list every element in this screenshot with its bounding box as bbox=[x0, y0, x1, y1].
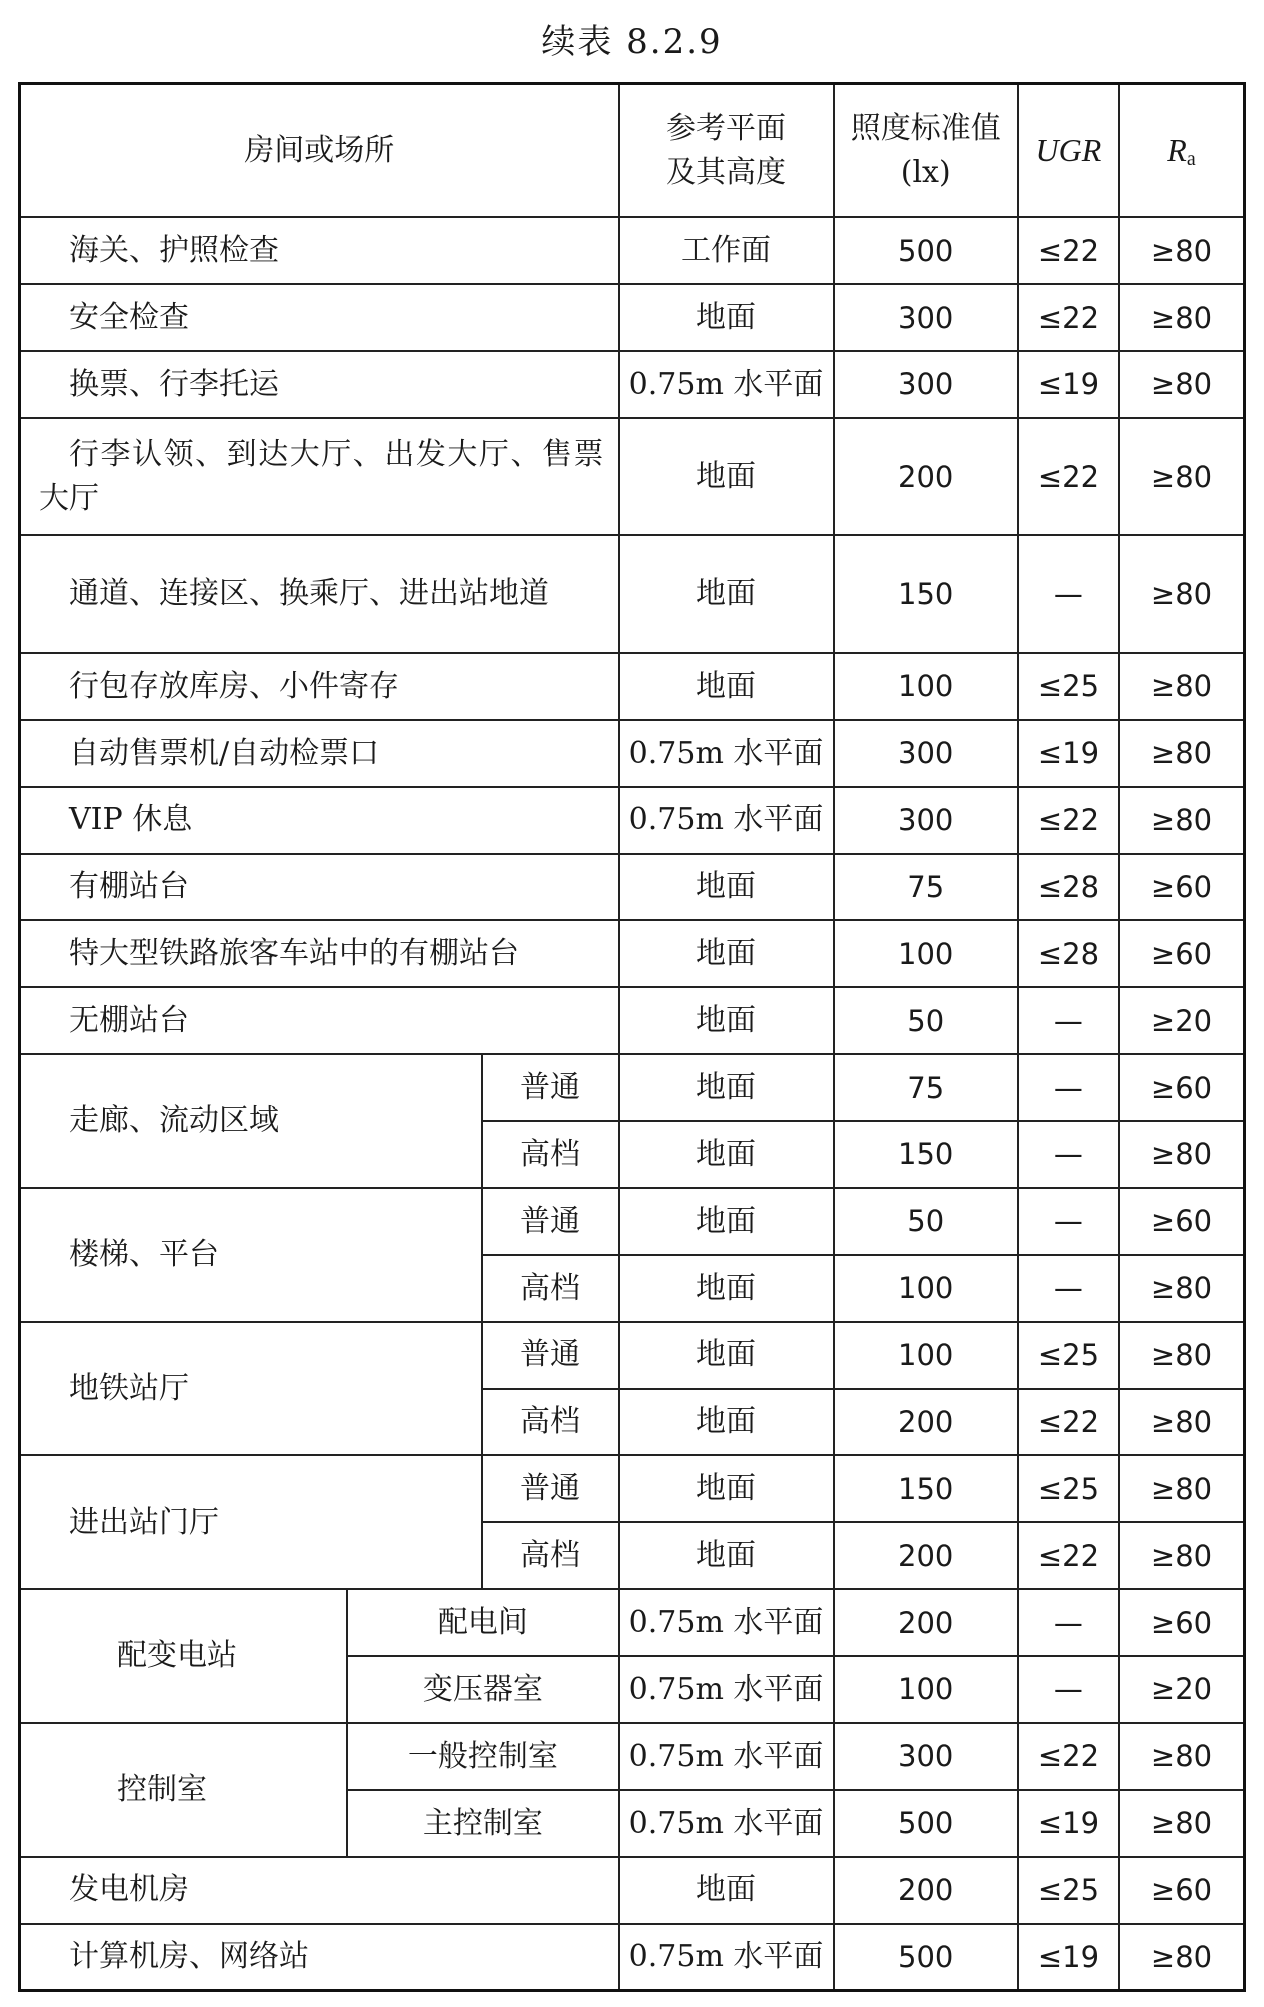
room-name-cell: 安全检查 bbox=[20, 284, 619, 351]
header-ugr: UGR bbox=[1018, 84, 1119, 218]
sub-name-cell: 主控制室 bbox=[347, 1790, 618, 1857]
room-name-cell: 发电机房 bbox=[20, 1857, 619, 1924]
ra-cell: ≥80 bbox=[1119, 1522, 1245, 1589]
ra-cell: ≥60 bbox=[1119, 1054, 1245, 1121]
ugr-cell: ≤22 bbox=[1018, 787, 1119, 854]
ugr-cell: — bbox=[1018, 1121, 1119, 1188]
sub-name-cell: 配电间 bbox=[347, 1589, 618, 1656]
sub-name-cell: 普通 bbox=[482, 1455, 619, 1522]
reference-plane-cell: 0.75m 水平面 bbox=[619, 1723, 834, 1790]
illuminance-cell: 50 bbox=[834, 1188, 1018, 1255]
reference-plane-cell: 0.75m 水平面 bbox=[619, 720, 834, 787]
reference-plane-cell: 地面 bbox=[619, 284, 834, 351]
ugr-cell: — bbox=[1018, 1589, 1119, 1656]
ra-cell: ≥80 bbox=[1119, 1255, 1245, 1322]
illuminance-cell: 200 bbox=[834, 1522, 1018, 1589]
table-row bbox=[20, 987, 1245, 1054]
ugr-cell: ≤22 bbox=[1018, 1723, 1119, 1790]
table-row bbox=[20, 1589, 1245, 1656]
header-room: 房间或场所 bbox=[20, 84, 619, 218]
table-row bbox=[20, 351, 1245, 418]
sub-name-cell: 高档 bbox=[482, 1121, 619, 1188]
ra-cell: ≥80 bbox=[1119, 787, 1245, 854]
table-row bbox=[20, 1723, 1245, 1790]
ugr-cell: ≤22 bbox=[1018, 1522, 1119, 1589]
room-name-cell: 无棚站台 bbox=[20, 987, 619, 1054]
illuminance-cell: 50 bbox=[834, 987, 1018, 1054]
ugr-cell: — bbox=[1018, 1188, 1119, 1255]
table-row bbox=[20, 284, 1245, 351]
ugr-cell: ≤22 bbox=[1018, 217, 1119, 284]
header-lux-line2: (lx) bbox=[900, 154, 951, 190]
illuminance-cell: 75 bbox=[834, 854, 1018, 921]
header-plane bbox=[619, 84, 834, 218]
ugr-cell: — bbox=[1018, 1656, 1119, 1723]
illuminance-cell: 100 bbox=[834, 1255, 1018, 1322]
illuminance-cell: 500 bbox=[834, 217, 1018, 284]
reference-plane-cell: 地面 bbox=[619, 854, 834, 921]
illuminance-cell: 500 bbox=[834, 1924, 1018, 1991]
header-ra-sub: a bbox=[1186, 148, 1196, 171]
room-name-cell: 通道、连接区、换乘厅、进出站地道 bbox=[20, 535, 619, 653]
ra-cell: ≥60 bbox=[1119, 1188, 1245, 1255]
illuminance-cell: 100 bbox=[834, 920, 1018, 987]
room-name-cell: VIP 休息 bbox=[20, 787, 619, 854]
ugr-cell: ≤22 bbox=[1018, 1389, 1119, 1456]
table-row bbox=[20, 854, 1245, 921]
header-ra-main: R bbox=[1167, 132, 1187, 169]
reference-plane-cell: 0.75m 水平面 bbox=[619, 1656, 834, 1723]
ugr-cell: ≤19 bbox=[1018, 1790, 1119, 1857]
illuminance-cell: 200 bbox=[834, 1389, 1018, 1456]
ugr-cell: ≤28 bbox=[1018, 920, 1119, 987]
table-row bbox=[20, 653, 1245, 720]
reference-plane-cell: 工作面 bbox=[619, 217, 834, 284]
table-row bbox=[20, 787, 1245, 854]
illuminance-cell: 300 bbox=[834, 787, 1018, 854]
group-name-cell: 地铁站厅 bbox=[20, 1322, 482, 1456]
sub-name-cell: 变压器室 bbox=[347, 1656, 618, 1723]
reference-plane-cell: 地面 bbox=[619, 1522, 834, 1589]
ra-cell: ≥80 bbox=[1119, 720, 1245, 787]
reference-plane-cell: 0.75m 水平面 bbox=[619, 351, 834, 418]
illuminance-cell: 500 bbox=[834, 1790, 1018, 1857]
room-name-cell: 自动售票机/自动检票口 bbox=[20, 720, 619, 787]
table-row bbox=[20, 1924, 1245, 1991]
room-name-cell: 行包存放库房、小件寄存 bbox=[20, 653, 619, 720]
ugr-cell: — bbox=[1018, 535, 1119, 653]
table-row bbox=[20, 418, 1245, 536]
ra-cell: ≥60 bbox=[1119, 1589, 1245, 1656]
sub-name-cell: 高档 bbox=[482, 1255, 619, 1322]
reference-plane-cell: 0.75m 水平面 bbox=[619, 1924, 834, 1991]
ugr-cell: — bbox=[1018, 987, 1119, 1054]
reference-plane-cell: 地面 bbox=[619, 920, 834, 987]
illuminance-cell: 300 bbox=[834, 351, 1018, 418]
table-row bbox=[20, 1322, 1245, 1389]
ugr-cell: ≤19 bbox=[1018, 351, 1119, 418]
ugr-cell: ≤19 bbox=[1018, 1924, 1119, 1991]
reference-plane-cell: 地面 bbox=[619, 653, 834, 720]
ugr-cell: — bbox=[1018, 1255, 1119, 1322]
reference-plane-cell: 地面 bbox=[619, 535, 834, 653]
ugr-cell: — bbox=[1018, 1054, 1119, 1121]
reference-plane-cell: 地面 bbox=[619, 418, 834, 536]
ugr-cell: ≤22 bbox=[1018, 418, 1119, 536]
sub-name-cell: 一般控制室 bbox=[347, 1723, 618, 1790]
illuminance-cell: 100 bbox=[834, 1656, 1018, 1723]
table-row bbox=[20, 1857, 1245, 1924]
header-plane-line1: 参考平面 bbox=[666, 111, 787, 147]
reference-plane-cell: 0.75m 水平面 bbox=[619, 1589, 834, 1656]
ra-cell: ≥80 bbox=[1119, 1790, 1245, 1857]
ra-cell: ≥80 bbox=[1119, 1322, 1245, 1389]
table-row bbox=[20, 720, 1245, 787]
sub-name-cell: 高档 bbox=[482, 1522, 619, 1589]
ra-cell: ≥60 bbox=[1119, 854, 1245, 921]
group-name-cell: 进出站门厅 bbox=[20, 1455, 482, 1589]
group-name-cell: 配变电站 bbox=[20, 1589, 348, 1723]
room-name-cell: 海关、护照检查 bbox=[20, 217, 619, 284]
ra-cell: ≥80 bbox=[1119, 418, 1245, 536]
ugr-cell: ≤22 bbox=[1018, 284, 1119, 351]
illuminance-standard-table bbox=[18, 82, 1246, 1992]
reference-plane-cell: 地面 bbox=[619, 1054, 834, 1121]
ra-cell: ≥80 bbox=[1119, 1389, 1245, 1456]
ugr-cell: ≤25 bbox=[1018, 1322, 1119, 1389]
ugr-cell: ≤25 bbox=[1018, 653, 1119, 720]
room-name-cell: 有棚站台 bbox=[20, 854, 619, 921]
table-row bbox=[20, 217, 1245, 284]
sub-name-cell: 普通 bbox=[482, 1322, 619, 1389]
reference-plane-cell: 地面 bbox=[619, 1857, 834, 1924]
illuminance-cell: 200 bbox=[834, 418, 1018, 536]
table-row bbox=[20, 1054, 1245, 1121]
reference-plane-cell: 0.75m 水平面 bbox=[619, 1790, 834, 1857]
reference-plane-cell: 地面 bbox=[619, 1389, 834, 1456]
room-name-cell: 计算机房、网络站 bbox=[20, 1924, 619, 1991]
illuminance-cell: 200 bbox=[834, 1589, 1018, 1656]
ugr-cell: ≤28 bbox=[1018, 854, 1119, 921]
reference-plane-cell: 地面 bbox=[619, 1322, 834, 1389]
illuminance-cell: 200 bbox=[834, 1857, 1018, 1924]
ugr-cell: ≤25 bbox=[1018, 1857, 1119, 1924]
illuminance-cell: 75 bbox=[834, 1054, 1018, 1121]
ra-cell: ≥60 bbox=[1119, 1857, 1245, 1924]
ra-cell: ≥80 bbox=[1119, 1924, 1245, 1991]
room-name-cell: 特大型铁路旅客车站中的有棚站台 bbox=[20, 920, 619, 987]
table-row bbox=[20, 920, 1245, 987]
group-name-cell: 走廊、流动区域 bbox=[20, 1054, 482, 1188]
reference-plane-cell: 地面 bbox=[619, 1121, 834, 1188]
reference-plane-cell: 地面 bbox=[619, 1455, 834, 1522]
ugr-cell: ≤19 bbox=[1018, 720, 1119, 787]
header-ra bbox=[1119, 84, 1245, 218]
table-row bbox=[20, 535, 1245, 653]
illuminance-cell: 150 bbox=[834, 1455, 1018, 1522]
illuminance-cell: 100 bbox=[834, 1322, 1018, 1389]
ra-cell: ≥80 bbox=[1119, 535, 1245, 653]
reference-plane-cell: 地面 bbox=[619, 1255, 834, 1322]
illuminance-cell: 100 bbox=[834, 653, 1018, 720]
ra-cell: ≥80 bbox=[1119, 217, 1245, 284]
header-row bbox=[20, 84, 1245, 218]
ra-cell: ≥80 bbox=[1119, 653, 1245, 720]
illuminance-cell: 300 bbox=[834, 720, 1018, 787]
header-plane-line2: 及其高度 bbox=[666, 154, 787, 190]
group-name-cell: 控制室 bbox=[20, 1723, 348, 1857]
ra-cell: ≥80 bbox=[1119, 284, 1245, 351]
ugr-cell: ≤25 bbox=[1018, 1455, 1119, 1522]
sub-name-cell: 普通 bbox=[482, 1054, 619, 1121]
illuminance-cell: 300 bbox=[834, 1723, 1018, 1790]
illuminance-cell: 150 bbox=[834, 535, 1018, 653]
ra-cell: ≥80 bbox=[1119, 1455, 1245, 1522]
reference-plane-cell: 0.75m 水平面 bbox=[619, 787, 834, 854]
reference-plane-cell: 地面 bbox=[619, 1188, 834, 1255]
ra-cell: ≥80 bbox=[1119, 1723, 1245, 1790]
sub-name-cell: 高档 bbox=[482, 1389, 619, 1456]
table-row bbox=[20, 1188, 1245, 1255]
ra-cell: ≥80 bbox=[1119, 1121, 1245, 1188]
illuminance-cell: 300 bbox=[834, 284, 1018, 351]
ra-cell: ≥20 bbox=[1119, 987, 1245, 1054]
table-row bbox=[20, 1455, 1245, 1522]
ra-cell: ≥60 bbox=[1119, 920, 1245, 987]
header-lux bbox=[834, 84, 1018, 218]
table-caption: 续表 8.2.9 bbox=[541, 22, 723, 62]
room-name-cell: 行李认领、到达大厅、出发大厅、售票大厅 bbox=[20, 418, 619, 536]
room-name-cell: 换票、行李托运 bbox=[20, 351, 619, 418]
illuminance-cell: 150 bbox=[834, 1121, 1018, 1188]
ra-cell: ≥80 bbox=[1119, 351, 1245, 418]
header-lux-line1: 照度标准值 bbox=[850, 111, 1001, 147]
reference-plane-cell: 地面 bbox=[619, 987, 834, 1054]
sub-name-cell: 普通 bbox=[482, 1188, 619, 1255]
group-name-cell: 楼梯、平台 bbox=[20, 1188, 482, 1322]
ra-cell: ≥20 bbox=[1119, 1656, 1245, 1723]
